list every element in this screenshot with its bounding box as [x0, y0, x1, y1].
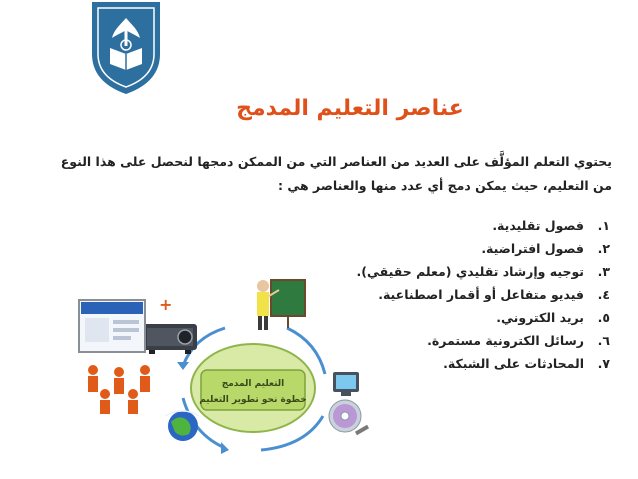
list-item-text: رسائل الكترونية مستمرة. — [427, 333, 584, 348]
globe-icon — [165, 411, 199, 441]
list-item-text: المحادثات على الشبكة. — [443, 356, 584, 371]
list-item-text: فصول تقليدية. — [492, 218, 584, 233]
blended-learning-cycle-illustration — [75, 266, 405, 476]
list-item-text: فصول افتراضية. — [481, 241, 584, 256]
university-logo — [84, 0, 168, 96]
projector-icon — [143, 324, 197, 354]
list-item-number: ٣. — [597, 264, 610, 279]
list-item — [280, 214, 610, 237]
list-item-number: ٢. — [597, 241, 610, 256]
list-item-number: ٦. — [597, 333, 610, 348]
plus-sign: + — [159, 295, 173, 314]
teacher-icon — [257, 280, 305, 330]
list-item — [280, 237, 610, 260]
hub-title: التعليم المدمج — [221, 379, 285, 389]
slide-title: عناصر التعليم المدمج — [236, 96, 464, 121]
list-item-text: بريد الكتروني. — [496, 310, 584, 325]
list-item-text: فيديو متفاعل أو أقمار اصطناعية. — [378, 287, 584, 302]
list-item-text: توجيه وإرشاد تقليدي (معلم حقيقي). — [356, 264, 584, 279]
hub-subtitle: خطوة نحو تطوير التعليم — [199, 395, 307, 405]
video-icon — [333, 372, 359, 396]
list-item-number: ١. — [597, 218, 610, 233]
cd-icon — [329, 400, 369, 435]
list-item-number: ٥. — [597, 310, 610, 325]
intro-paragraph: يحتوي التعلم المؤلَّف على العديد من العناصر التي من الممكن دمجها لنحصل على هذا النوع من التعليم، حيث يمكن دمج أي عدد منها والعناصر هي : — [60, 154, 612, 193]
list-item-number: ٧. — [597, 356, 610, 371]
students-icon — [88, 365, 150, 414]
list-item-number: ٤. — [597, 287, 610, 302]
hub — [191, 344, 315, 432]
